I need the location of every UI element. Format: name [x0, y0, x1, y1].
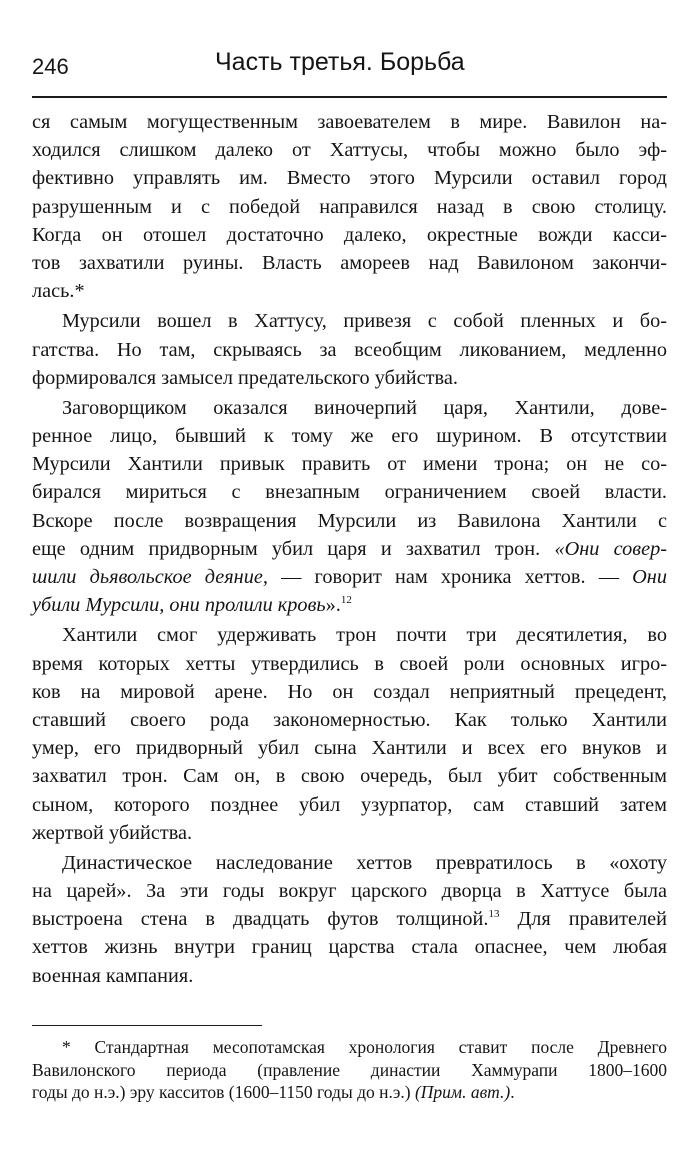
- text-line: ренное лицо, бывший к тому же его шурином. В отсутствии: [32, 425, 667, 448]
- text-line: Хантили смог удерживать трон почти три десятилетия, во: [62, 624, 667, 647]
- text-line: ставший своего рода закономерностью. Как только Хантили: [32, 708, 667, 731]
- chronicle-quote: Они: [632, 566, 667, 588]
- text-line: жертвой убийства.: [32, 821, 193, 844]
- chronicle-quote: убили Мурсили, они пролили кровь: [32, 594, 326, 617]
- text-line: Мурсили Хантили привык править от имени трона; он не со-: [32, 453, 667, 476]
- text-line: формировался замысел предательского убийства.: [32, 366, 458, 389]
- text-run: — говорит нам хроника хеттов. —: [267, 566, 633, 588]
- chronicle-quote: шили дьявольское деяние,: [32, 566, 268, 588]
- page-header: [32, 44, 667, 98]
- text-line: ходился слишком далеко от Хаттусы, чтобы можно было эф-: [32, 139, 667, 162]
- chronicle-quote: «Они совер-: [554, 537, 667, 560]
- running-head: Часть третья. Борьба: [215, 48, 465, 76]
- text-line: Мурсили вошел в Хаттусу, привезя с собой пленных и бо-: [62, 310, 667, 333]
- footnote-line: [32, 1081, 667, 1104]
- text-line: хеттов жизнь внутри границ царства стала опаснее, чем любая: [32, 936, 667, 959]
- text-line: ся самым могущественным завоевателем в мире. Вавилон на-: [32, 111, 667, 133]
- body-text: [32, 108, 667, 990]
- text-run: еще одним придворным убил царя и захватил трон.: [32, 537, 555, 560]
- footnote: [32, 1036, 667, 1104]
- text-line: [32, 563, 667, 591]
- text-line: [32, 591, 667, 619]
- text-line: Династическое наследование хеттов превратилось в «охоту: [62, 851, 667, 874]
- text-line: [32, 535, 667, 563]
- text-line: умер, его придворный убил сына Хантили и всех его внуков и: [32, 737, 667, 760]
- text-line: Заговорщиком оказался виночерпий царя, Хантили, дове-: [62, 396, 667, 419]
- text-line: разрушенным и с победой направился назад в свою столицу.: [32, 195, 667, 218]
- text-line: ков на мировой арене. Но он создал неприятный прецедент,: [32, 680, 667, 703]
- text-line: тов захватили руины. Власть амореев над Вавилоном закончи-: [32, 251, 667, 274]
- author-note: (Прим. авт.): [414, 1082, 511, 1102]
- endnote-ref: 13: [488, 908, 500, 921]
- text-run: Для правителей: [499, 908, 667, 931]
- text-line: время которых хетты утвердились в своей роли основных игро-: [32, 652, 667, 675]
- text-line: захватил трон. Сам он, в свою очередь, был убит собственным: [32, 765, 667, 788]
- text-run: выстроена стена в двадцать футов толщиной.: [32, 908, 489, 931]
- text-line: гатства. Но там, скрываясь за всеобщим ликованием, медленно: [32, 338, 667, 361]
- text-line: [32, 905, 667, 933]
- text-line: бирался мириться с внезапным ограничением своей власти.: [32, 481, 667, 504]
- footnote-divider: [32, 1025, 262, 1026]
- text-run: годы до н.э.) эру касситов (1600–1150 годы до н.э.): [32, 1082, 415, 1102]
- footnote-line: * Стандартная месопотамская хронология ставит после Древнего: [62, 1037, 667, 1057]
- text-run: ».: [325, 594, 341, 617]
- footnote-line: Вавилонского периода (правление династии Хаммурапи 1800–1600: [32, 1059, 667, 1080]
- text-line: военная кампания.: [32, 964, 194, 987]
- text-line: на царей». За эти годы вокруг царского дворца в Хаттусе была: [32, 880, 667, 903]
- page-number: 246: [32, 54, 69, 79]
- text-line: Когда он отошел достаточно далеко, окрестные вожди касси-: [32, 223, 667, 246]
- text-line: Вскоре после возвращения Мурсили из Вавилона Хантили с: [32, 509, 667, 532]
- text-line: фективно управлять им. Вместо этого Мурсили оставил город: [32, 167, 667, 190]
- text-line: лась.*: [32, 280, 85, 303]
- endnote-ref: 12: [340, 594, 352, 607]
- text-run: .: [510, 1082, 515, 1102]
- text-line: сыном, которого позднее убил узурпатор, сам ставший затем: [32, 793, 667, 816]
